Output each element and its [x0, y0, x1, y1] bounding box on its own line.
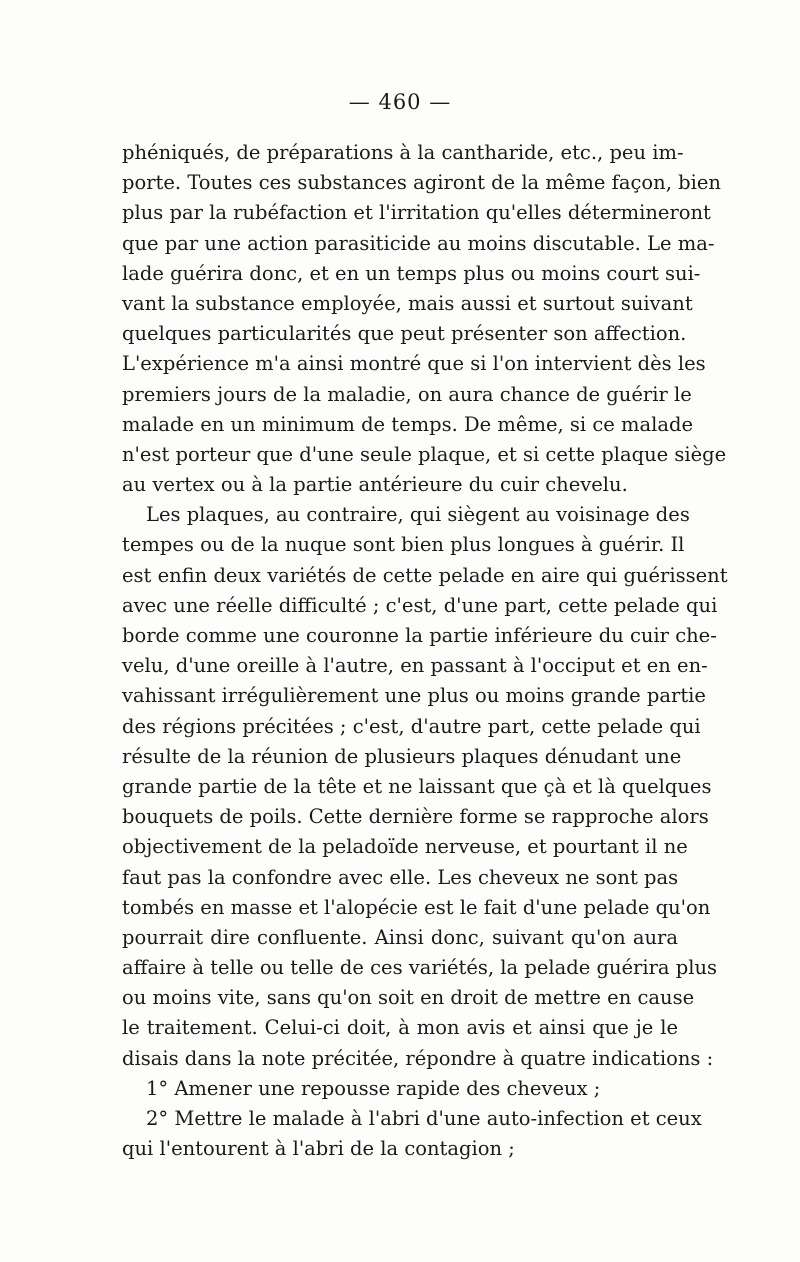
- text-line: velu, d'une oreille à l'autre, en passant à l'occiput et en en-: [122, 654, 708, 678]
- text-line: est enfin deux variétés de cette pelade en aire qui guérissent: [122, 563, 728, 587]
- text-line: avec une réelle difficulté ; c'est, d'une part, cette pelade qui: [122, 593, 718, 617]
- text-line: affaire à telle ou telle de ces variétés, la pelade guérira plus: [122, 956, 718, 980]
- text-line: Les plaques, au contraire, qui siègent au voisinage des: [146, 503, 690, 527]
- text-line: ou moins vite, sans qu'on soit en droit de mettre en cause: [122, 986, 695, 1010]
- text-line: vahissant irrégulièrement une plus ou moins grande partie: [122, 684, 706, 708]
- text-line: L'expérience m'a ainsi montré que si l'on intervient dès les: [122, 352, 706, 376]
- text-line: lade guérira donc, et en un temps plus ou moins court sui-: [122, 261, 701, 285]
- text-line: bouquets de poils. Cette dernière forme se rapproche alors: [122, 805, 709, 829]
- text-line: phéniqués, de préparations à la cantharide, etc., peu im-: [122, 141, 684, 164]
- text-line: malade en un minimum de temps. De même, si ce malade: [122, 412, 693, 436]
- text-line: tempes ou de la nuque sont bien plus longues à guérir. Il: [122, 533, 685, 557]
- text-line: vant la substance employée, mais aussi et surtout suivant: [122, 291, 693, 315]
- text-line: premiers jours de la maladie, on aura chance de guérir le: [122, 382, 692, 406]
- text-line: résulte de la réunion de plusieurs plaques dénudant une: [122, 744, 682, 768]
- text-line: objectivement de la peladoïde nerveuse, et pourtant il ne: [122, 835, 688, 859]
- text-line: faut pas la confondre avec elle. Les cheveux ne sont pas: [122, 865, 679, 889]
- text-line: borde comme une couronne la partie inférieure du cuir che-: [122, 624, 717, 647]
- text-line: qui l'entourent à l'abri de la contagion ;: [122, 1137, 515, 1161]
- text-line: le traitement. Celui-ci doit, à mon avis et ainsi que je le: [122, 1016, 678, 1040]
- text-line: grande partie de la tête et ne laissant que çà et là quelques: [122, 774, 712, 798]
- text-line: tombés en masse et l'alopécie est le fait d'une pelade qu'on: [122, 895, 711, 919]
- text-line: 2° Mettre le malade à l'abri d'une auto-infection et ceux: [146, 1107, 702, 1130]
- text-line: pourrait dire confluente. Ainsi donc, suivant qu'on aura: [122, 925, 678, 949]
- page-number: — 460 —: [348, 90, 452, 114]
- text-line: 1° Amener une repousse rapide des cheveux ;: [146, 1076, 601, 1100]
- text-line: n'est porteur que d'une seule plaque, et si cette plaque siège: [122, 442, 727, 466]
- text-line: des régions précitées ; c'est, d'autre part, cette pelade qui: [122, 714, 701, 738]
- text-line: plus par la rubéfaction et l'irritation qu'elles détermineront: [122, 201, 711, 225]
- text-line: au vertex ou à la partie antérieure du cuir chevelu.: [122, 473, 628, 497]
- text-line: que par une action parasiticide au moins discutable. Le ma-: [122, 231, 715, 255]
- body-text: [122, 138, 728, 1164]
- text-line: quelques particularités que peut présenter son affection.: [122, 322, 687, 346]
- text-line: disais dans la note précitée, répondre à quatre indications :: [122, 1046, 714, 1070]
- text-line: porte. Toutes ces substances agiront de la même façon, bien: [122, 171, 721, 195]
